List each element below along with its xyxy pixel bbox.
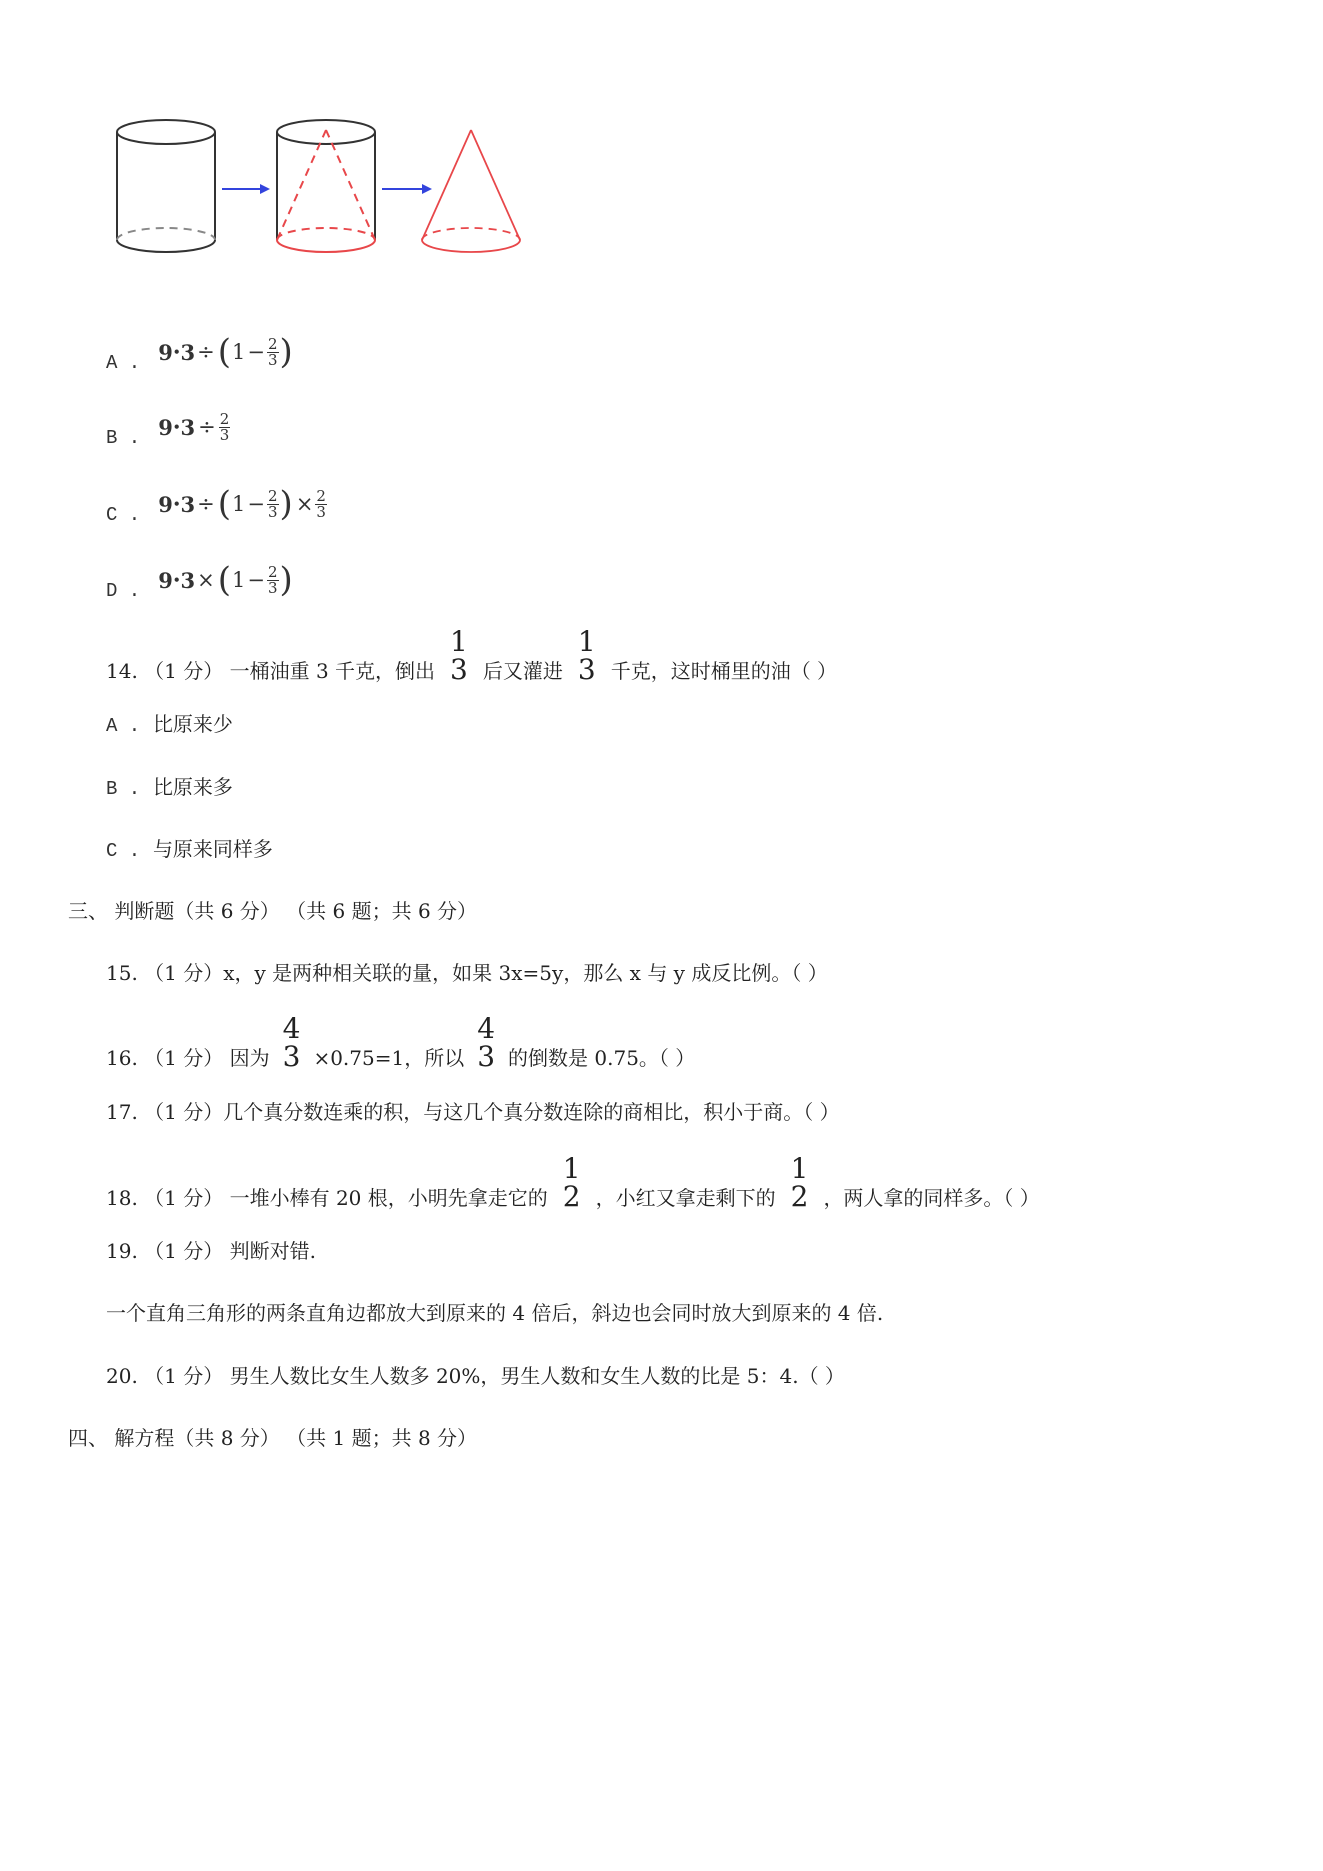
fraction: 4 3 <box>477 1012 496 1073</box>
q13-option-d[interactable] <box>106 558 294 602</box>
fraction: 1 2 <box>562 1152 581 1213</box>
math-expression: 9 • 3 ÷ ( 1 − $\frac{2}{3}$ ) <box>158 332 293 372</box>
question-14: 14. （1 分） 一桶油重 3 千克，倒出 1 3 后又灌进 1 3 千克，这时桶里的油（ ） <box>106 625 838 686</box>
q13-option-b[interactable] <box>106 405 230 449</box>
q14-option-a[interactable] <box>106 712 233 738</box>
question-19: 19. （1 分） 判断对错. <box>106 1239 316 1263</box>
question-17: 17. （1 分）几个真分数连乘的积，与这几个真分数连除的商相比，积小于商。（ ） <box>106 1100 840 1124</box>
question-16: 16. （1 分） 因为 4 3 ×0.75=1，所以 4 3 的倒数是 0.75。（ ） <box>106 1012 696 1073</box>
section-3-heading: 三、 判断题（共 6 分） （共 6 题；共 6 分） <box>68 899 478 923</box>
arrow-2 <box>382 184 432 194</box>
q13-option-c[interactable] <box>106 482 327 526</box>
option-letter: C . <box>106 504 141 526</box>
question-20: 20. （1 分） 男生人数比女生人数多 20%，男生人数和女生人数的比是 5：4.（ ） <box>106 1364 845 1388</box>
math-expression: 9 • 3 ÷ $\frac{2}{3}$ <box>158 409 230 444</box>
fraction: 1 3 <box>450 625 468 686</box>
q14-option-b[interactable] <box>106 775 233 801</box>
math-expression: 9 • 3 × ( 1 − $\frac{2}{3}$ ) <box>158 560 293 600</box>
cone-shape <box>422 130 520 252</box>
fraction: 1 2 <box>790 1152 809 1213</box>
q14-option-c[interactable] <box>106 837 273 863</box>
option-text: 比原来多 <box>152 775 233 799</box>
option-letter: A . <box>106 352 141 374</box>
fraction: 1 3 <box>577 625 596 686</box>
option-text: 比原来少 <box>152 712 233 736</box>
option-letter: D . <box>106 580 141 602</box>
option-letter: B . <box>106 778 141 800</box>
option-letter: C . <box>106 840 141 862</box>
cylinder-to-cone-figure <box>110 110 530 270</box>
cylinder-with-cone-shape <box>277 120 375 252</box>
option-text: 与原来同样多 <box>152 837 273 861</box>
section-4-heading: 四、 解方程（共 8 分） （共 1 题；共 8 分） <box>68 1426 478 1450</box>
question-19-body: 一个直角三角形的两条直角边都放大到原来的 4 倍后，斜边也会同时放大到原来的 4 倍. <box>106 1301 884 1325</box>
q13-option-a[interactable] <box>106 330 294 374</box>
fraction: 4 3 <box>282 1012 301 1073</box>
option-letter: A . <box>106 715 141 737</box>
question-18: 18. （1 分） 一堆小棒有 20 根，小明先拿走它的 1 2 ，小红又拿走剩下的 1 2 ，两人拿的同样多。（ ） <box>106 1152 1040 1213</box>
arrow-1 <box>222 184 270 194</box>
math-expression: 9 • 3 ÷ ( 1 − $\frac{2}{3}$ ) × $\frac{2}{3}$ <box>158 484 326 524</box>
cylinder-shape <box>117 120 215 252</box>
question-15: 15. （1 分）x，y 是两种相关联的量，如果 3x=5y，那么 x 与 y 成反比例。（ ） <box>106 961 828 985</box>
option-letter: B . <box>106 427 141 449</box>
